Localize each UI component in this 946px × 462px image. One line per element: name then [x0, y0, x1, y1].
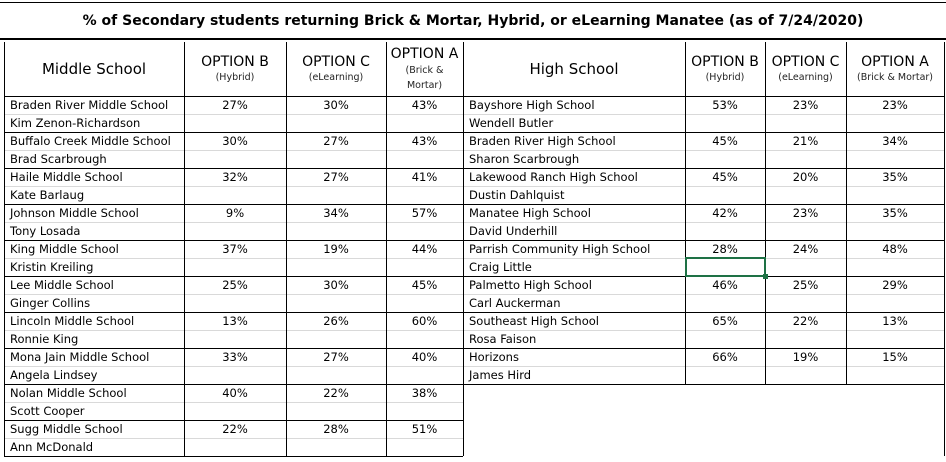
option-c-percent[interactable]: 19%: [323, 242, 349, 256]
high-school-header: High School: [529, 60, 619, 78]
option-c-percent[interactable]: 23%: [792, 206, 819, 220]
school-name[interactable]: Palmetto High School: [469, 278, 592, 292]
option-a-percent[interactable]: 13%: [882, 314, 908, 328]
option-a-percent[interactable]: 57%: [411, 206, 438, 220]
middle-option-header: [184, 42, 286, 96]
option-b-percent[interactable]: 32%: [222, 170, 248, 184]
high-option-header: [685, 42, 765, 96]
column-border: [286, 42, 287, 456]
row-border: [4, 384, 944, 385]
row-border: [4, 456, 463, 457]
school-name[interactable]: Bayshore High School: [469, 98, 595, 112]
principal-name[interactable]: Brad Scarbrough: [10, 152, 107, 166]
option-c-percent[interactable]: 27%: [323, 350, 349, 364]
option-a-percent[interactable]: 40%: [411, 350, 438, 364]
school-name[interactable]: Braden River High School: [469, 134, 616, 148]
option-sublabel: (eLearning): [308, 72, 364, 83]
school-name[interactable]: Lee Middle School: [10, 278, 114, 292]
high-option-header: [765, 42, 846, 96]
school-name[interactable]: Horizons: [469, 350, 519, 364]
option-a-percent[interactable]: 43%: [411, 98, 438, 112]
school-name[interactable]: Southeast High School: [469, 314, 599, 328]
column-border: [944, 42, 945, 384]
school-name[interactable]: King Middle School: [10, 242, 119, 256]
option-b-percent[interactable]: 46%: [712, 278, 738, 292]
principal-name[interactable]: Carl Auckerman: [469, 296, 561, 310]
school-name[interactable]: Johnson Middle School: [10, 206, 139, 220]
row-border: [4, 276, 944, 277]
option-b-percent[interactable]: 66%: [712, 350, 738, 364]
principal-name[interactable]: James Hird: [469, 368, 532, 382]
school-name[interactable]: Buffalo Creek Middle School: [10, 134, 171, 148]
option-c-percent[interactable]: 22%: [323, 386, 349, 400]
row-border: [4, 240, 944, 241]
row-divider: [4, 438, 463, 439]
row-divider: [463, 222, 944, 223]
high-option-header: [846, 42, 944, 96]
option-b-percent[interactable]: 28%: [712, 242, 738, 256]
option-a-percent[interactable]: 45%: [411, 278, 438, 292]
option-a-percent[interactable]: 44%: [411, 242, 438, 256]
school-name[interactable]: Lakewood Ranch High School: [469, 170, 638, 184]
row-border: [4, 96, 944, 97]
row-border: [4, 348, 944, 349]
option-b-percent[interactable]: 25%: [222, 278, 248, 292]
column-border: [386, 42, 387, 456]
row-divider: [463, 150, 944, 151]
row-divider: [4, 402, 463, 403]
column-border: [765, 42, 766, 384]
row-divider: [4, 222, 463, 223]
option-b-percent[interactable]: 22%: [222, 422, 248, 436]
option-a-percent[interactable]: 29%: [882, 278, 908, 292]
school-name[interactable]: Nolan Middle School: [10, 386, 127, 400]
principal-name[interactable]: Dustin Dahlquist: [469, 188, 565, 202]
option-a-percent[interactable]: 48%: [882, 242, 908, 256]
option-b-percent[interactable]: 37%: [222, 242, 248, 256]
option-b-percent[interactable]: 53%: [712, 98, 738, 112]
school-name[interactable]: Manatee High School: [469, 206, 591, 220]
principal-name[interactable]: Scott Cooper: [10, 404, 85, 418]
option-b-percent[interactable]: 65%: [712, 314, 738, 328]
option-a-percent[interactable]: 43%: [411, 134, 438, 148]
option-a-percent[interactable]: 60%: [411, 314, 438, 328]
row-divider: [4, 150, 463, 151]
option-sublabel: (eLearning): [778, 72, 833, 83]
option-label: OPTION A: [861, 54, 929, 70]
school-name[interactable]: Haile Middle School: [10, 170, 123, 184]
column-border: [463, 42, 464, 456]
middle-option-header: [386, 42, 463, 96]
row-divider: [4, 114, 463, 115]
option-c-percent[interactable]: 26%: [323, 314, 349, 328]
school-name[interactable]: Lincoln Middle School: [10, 314, 135, 328]
option-sublabel: (Hybrid): [705, 72, 745, 83]
school-name[interactable]: Parrish Community High School: [469, 242, 651, 256]
option-a-percent[interactable]: 34%: [882, 134, 908, 148]
principal-name[interactable]: David Underhill: [469, 224, 558, 238]
principal-name[interactable]: Craig Little: [469, 260, 532, 274]
option-c-percent[interactable]: 30%: [323, 278, 349, 292]
middle-school-header: Middle School: [41, 60, 147, 78]
column-border: [846, 42, 847, 384]
school-name[interactable]: Sugg Middle School: [10, 422, 123, 436]
column-border: [685, 42, 686, 384]
principal-name[interactable]: Rosa Faison: [469, 332, 537, 346]
option-label: OPTION B: [201, 54, 269, 70]
option-c-percent[interactable]: 19%: [792, 350, 819, 364]
row-divider: [4, 258, 463, 259]
option-a-percent[interactable]: 51%: [411, 422, 438, 436]
option-c-percent[interactable]: 34%: [323, 206, 349, 220]
row-border: [4, 168, 944, 169]
option-c-percent[interactable]: 27%: [323, 134, 349, 148]
option-c-percent[interactable]: 21%: [792, 134, 819, 148]
option-c-percent[interactable]: 22%: [792, 314, 819, 328]
option-b-percent[interactable]: 27%: [222, 98, 248, 112]
row-divider: [4, 366, 463, 367]
option-sublabel: (Brick & Mortar): [856, 72, 933, 83]
option-c-percent[interactable]: 20%: [792, 170, 819, 184]
column-border: [184, 42, 185, 456]
option-label: OPTION C: [771, 54, 840, 70]
row-divider: [4, 294, 463, 295]
row-divider: [463, 366, 944, 367]
principal-name[interactable]: Wendell Butler: [469, 116, 554, 130]
column-border: [4, 42, 5, 456]
principal-name[interactable]: Kim Zenon-Richardson: [10, 116, 141, 130]
row-border: [4, 312, 944, 313]
middle-option-header: [286, 42, 386, 96]
option-b-percent[interactable]: 9%: [225, 206, 245, 220]
option-sublabel: (Brick & Mortar): [405, 65, 444, 91]
principal-name[interactable]: Kate Barlaug: [10, 188, 85, 202]
principal-name[interactable]: Ginger Collins: [10, 296, 91, 310]
option-c-percent[interactable]: 30%: [323, 98, 349, 112]
option-label: OPTION A: [390, 46, 459, 62]
option-c-percent[interactable]: 27%: [323, 170, 349, 184]
option-label: OPTION C: [302, 54, 370, 70]
principal-name[interactable]: Angela Lindsey: [10, 368, 98, 382]
row-border: [4, 204, 944, 205]
row-divider: [463, 330, 944, 331]
option-label: OPTION B: [691, 54, 759, 70]
school-name[interactable]: Braden River Middle School: [10, 98, 169, 112]
option-a-percent[interactable]: 23%: [882, 98, 908, 112]
principal-name[interactable]: Ronnie King: [10, 332, 79, 346]
option-b-percent[interactable]: 45%: [712, 170, 738, 184]
option-a-percent[interactable]: 15%: [882, 350, 908, 364]
row-border: [4, 132, 944, 133]
row-divider: [463, 294, 944, 295]
row-divider: [4, 330, 463, 331]
row-divider: [463, 186, 944, 187]
fill-handle[interactable]: [763, 274, 768, 279]
option-a-percent[interactable]: 35%: [882, 206, 908, 220]
option-b-percent[interactable]: 30%: [222, 134, 248, 148]
option-b-percent[interactable]: 45%: [712, 134, 738, 148]
principal-name[interactable]: Kristin Kreiling: [10, 260, 94, 274]
option-b-percent[interactable]: 33%: [222, 350, 248, 364]
sheet-title: % of Secondary students returning Brick & Mortar, Hybrid, or eLearning Manatee (as of 7/24/2020): [0, 2, 946, 40]
option-sublabel: (Hybrid): [215, 72, 255, 83]
option-c-percent[interactable]: 24%: [792, 242, 819, 256]
row-border: [4, 420, 463, 421]
option-a-percent[interactable]: 41%: [411, 170, 438, 184]
option-c-percent[interactable]: 25%: [792, 278, 819, 292]
principal-name[interactable]: Ann McDonald: [10, 440, 94, 454]
school-name[interactable]: Mona Jain Middle School: [10, 350, 150, 364]
principal-name[interactable]: Tony Losada: [10, 224, 81, 238]
principal-name[interactable]: Sharon Scarbrough: [469, 152, 580, 166]
option-c-percent[interactable]: 23%: [792, 98, 819, 112]
option-b-percent[interactable]: 40%: [222, 386, 248, 400]
row-divider: [463, 114, 944, 115]
cell-selection[interactable]: [685, 257, 766, 277]
row-divider: [4, 186, 463, 187]
option-b-percent[interactable]: 42%: [712, 206, 738, 220]
option-a-percent[interactable]: 35%: [882, 170, 908, 184]
option-b-percent[interactable]: 13%: [222, 314, 248, 328]
sheet-right-edge: [944, 384, 945, 456]
option-c-percent[interactable]: 28%: [323, 422, 349, 436]
option-a-percent[interactable]: 38%: [411, 386, 438, 400]
